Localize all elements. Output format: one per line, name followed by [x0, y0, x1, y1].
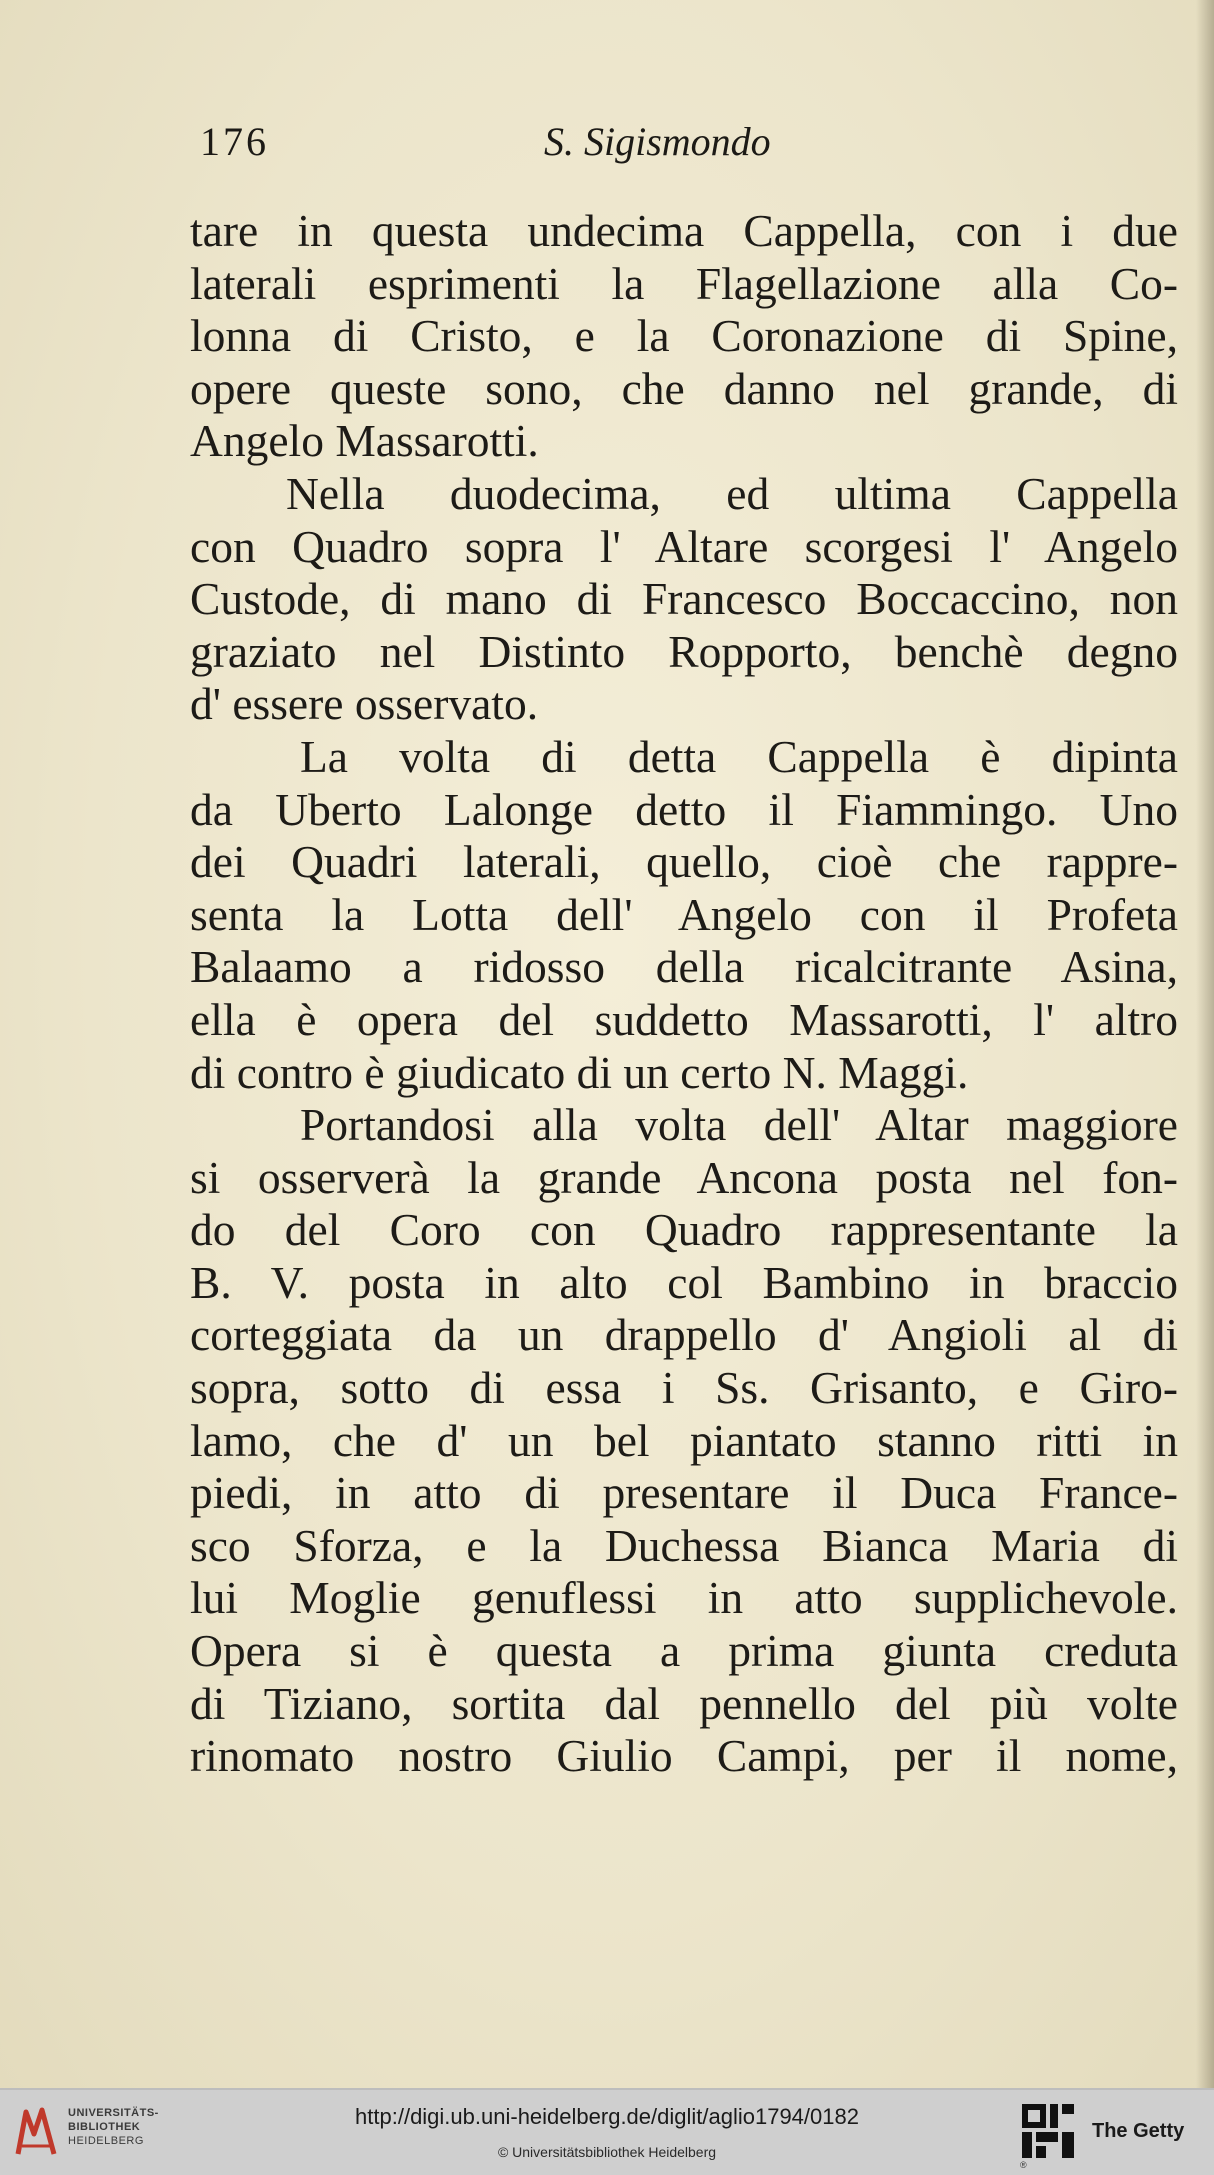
- text-line: lamo, che d' un bel piantato stanno ritti in: [190, 1414, 1178, 1466]
- text-line: sopra, sotto di essa i Ss. Grisanto, e Giro-: [190, 1362, 1178, 1414]
- text-line: Portandosi alla volta dell' Altar maggiore: [300, 1099, 1178, 1151]
- text-line: con Quadro sopra l' Altare scorgesi l' Angelo: [190, 520, 1178, 572]
- body-text: [190, 205, 1178, 1783]
- viewer-footer: [0, 2088, 1214, 2175]
- text-line: di contro è giudicato di un certo N. Maggi.: [190, 1046, 969, 1098]
- text-line: sco Sforza, e la Duchessa Bianca Maria di: [190, 1519, 1178, 1571]
- copyright-notice: © Universitätsbibliothek Heidelberg: [497, 2144, 717, 2160]
- text-line: Angelo Massarotti.: [190, 415, 539, 467]
- text-line: lui Moglie genuflessi in atto supplichevole.: [190, 1572, 1178, 1624]
- getty-logo-icon: [1020, 2102, 1076, 2160]
- text-line: di Tiziano, sortita dal pennello del più volte: [190, 1677, 1178, 1729]
- text-line: opere queste sono, che danno nel grande, di: [190, 362, 1178, 414]
- text-line: do del Coro con Quadro rappresentante la: [190, 1204, 1178, 1256]
- text-line: Custode, di mano di Francesco Boccaccino, non: [190, 573, 1178, 625]
- page-header: [200, 118, 1190, 168]
- text-line: tare in questa undecima Cappella, con i due: [190, 205, 1178, 256]
- paragraph: [190, 1099, 1178, 1783]
- text-line: piedi, in atto di presentare il Duca France-: [190, 1467, 1178, 1519]
- paragraph: [190, 205, 1178, 468]
- text-line: B. V. posta in alto col Bambino in braccio: [190, 1256, 1178, 1308]
- text-line: laterali esprimenti la Flagellazione alla Co-: [190, 257, 1178, 309]
- library-name: UNIVERSITÄTS- BIBLIOTHEK HEIDELBERG: [68, 2107, 159, 2147]
- text-line: rinomato nostro Giulio Campi, per il nome,: [190, 1730, 1178, 1782]
- text-line: da Uberto Lalonge detto il Fiammingo. Uno: [190, 783, 1178, 835]
- text-line: Opera si è questa a prima giunta creduta: [190, 1625, 1178, 1677]
- permalink-url[interactable]: http://digi.ub.uni-heidelberg.de/diglit/aglio1794/0182: [355, 2104, 859, 2129]
- paragraph: [190, 731, 1178, 1099]
- registered-mark: ®: [1020, 2160, 1027, 2170]
- text-line: si osserverà la grande Ancona posta nel fon-: [190, 1151, 1178, 1203]
- text-line: lonna di Cristo, e la Coronazione di Spine,: [190, 310, 1178, 362]
- text-line: ella è opera del suddetto Massarotti, l' altro: [190, 993, 1178, 1045]
- page-number: 176: [200, 119, 269, 164]
- text-line: graziato nel Distinto Ropporto, benchè degno: [190, 625, 1178, 677]
- text-line: Nella duodecima, ed ultima Cappella: [286, 467, 1178, 519]
- paragraph: [190, 468, 1178, 731]
- running-title: S. Sigismondo: [544, 119, 771, 164]
- text-line: La volta di detta Cappella è dipinta: [300, 730, 1178, 782]
- text-line: d' essere osservato.: [190, 678, 539, 730]
- text-line: senta la Lotta dell' Angelo con il Profeta: [190, 888, 1178, 940]
- text-line: corteggiata da un drappello d' Angioli al di: [190, 1309, 1178, 1361]
- text-line: dei Quadri laterali, quello, cioè che rappre-: [190, 836, 1178, 888]
- text-line: Balaamo a ridosso della ricalcitrante Asina,: [190, 941, 1178, 993]
- partner-name: The Getty: [1092, 2120, 1185, 2142]
